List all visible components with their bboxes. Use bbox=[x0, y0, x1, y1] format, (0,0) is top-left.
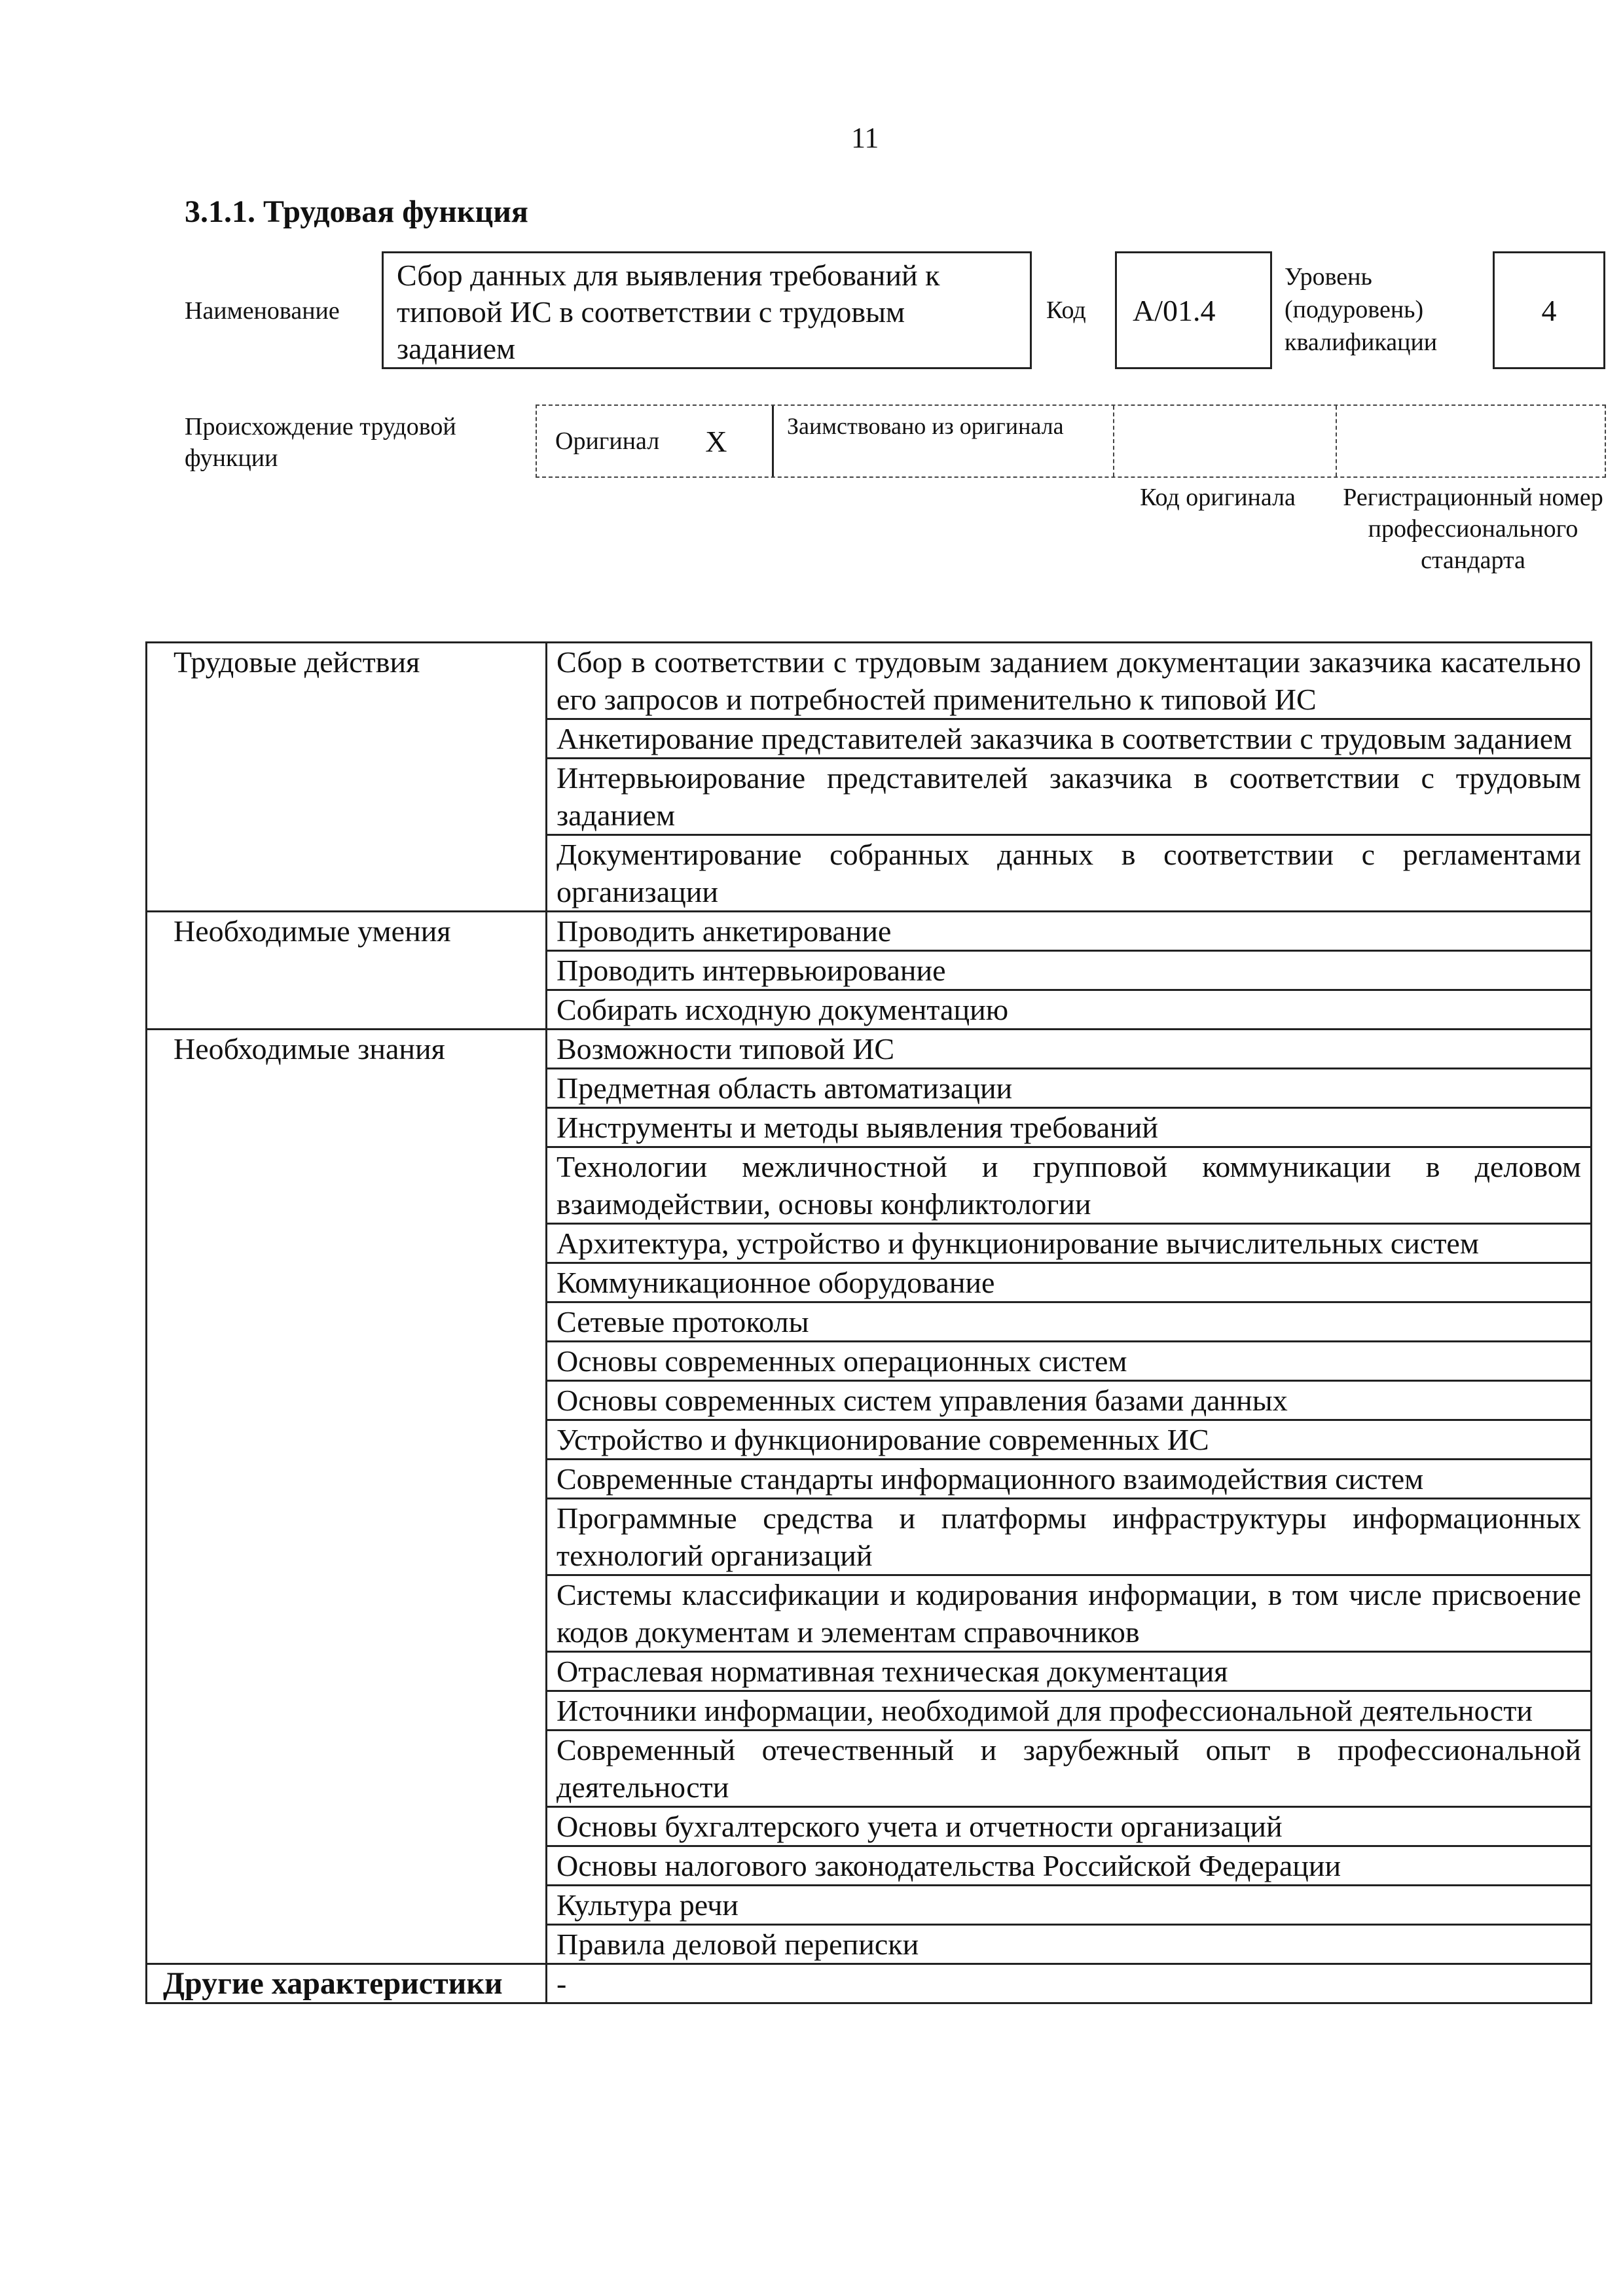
name-value: Сбор данных для выявления требований к типовой ИС в соответствии с трудовым заданием bbox=[382, 251, 1032, 369]
origin-reg-cell bbox=[1337, 406, 1605, 476]
origin-reg-caption: Регистрационный номер профессионального стандарта bbox=[1343, 484, 1603, 574]
section-title: Трудовые действия bbox=[147, 643, 547, 912]
section-item: Основы бухгалтерского учета и отчетности организаций bbox=[547, 1807, 1592, 1846]
section-item: Архитектура, устройство и функционирование вычислительных систем bbox=[547, 1224, 1592, 1263]
table-row bbox=[147, 1030, 1592, 1069]
section-item: Анкетирование представителей заказчика в соответствии с трудовым заданием bbox=[547, 719, 1592, 759]
section-item: Коммуникационное оборудование bbox=[547, 1263, 1592, 1302]
page-number: 11 bbox=[851, 122, 879, 154]
section-item: Сбор в соответствии с трудовым заданием документации заказчика касательно его запросов и потребностей применительно к типовой ИС bbox=[547, 643, 1592, 719]
origin-code-caption: Код оригинала bbox=[1140, 484, 1296, 511]
table-row bbox=[147, 1964, 1592, 2003]
origin-row bbox=[536, 404, 1606, 478]
other-label: Другие характеристики bbox=[147, 1964, 547, 2003]
code-value: A/01.4 bbox=[1115, 251, 1272, 369]
code-label: Код bbox=[1046, 296, 1086, 324]
function-table bbox=[145, 641, 1592, 2004]
section-item: Основы современных операционных систем bbox=[547, 1342, 1592, 1381]
section-item: Собирать исходную документацию bbox=[547, 990, 1592, 1030]
level-value: 4 bbox=[1493, 251, 1605, 369]
section-item: Культура речи bbox=[547, 1886, 1592, 1925]
section-item: Технологии межличностной и групповой коммуникации в деловом взаимодействии, основы конфликтологии bbox=[547, 1147, 1592, 1224]
section-item: Основы современных систем управления базами данных bbox=[547, 1381, 1592, 1420]
section-item: Возможности типовой ИС bbox=[547, 1030, 1592, 1069]
section-item: Отраслевая нормативная техническая документация bbox=[547, 1652, 1592, 1691]
name-label: Наименование bbox=[185, 297, 340, 325]
section-item: Инструменты и методы выявления требований bbox=[547, 1108, 1592, 1147]
section-heading: 3.1.1. Трудовая функция bbox=[185, 194, 528, 229]
table-row bbox=[147, 643, 1592, 719]
section-item: Современные стандарты информационного взаимодействия систем bbox=[547, 1460, 1592, 1499]
other-value: - bbox=[547, 1964, 1592, 2003]
section-title: Необходимые умения bbox=[147, 912, 547, 1030]
origin-original-label: Оригинал bbox=[555, 427, 660, 455]
section-item: Проводить интервьюирование bbox=[547, 951, 1592, 990]
section-item: Современный отечественный и зарубежный опыт в профессиональной деятельности bbox=[547, 1731, 1592, 1807]
section-item: Программные средства и платформы инфраструктуры информационных технологий организаций bbox=[547, 1499, 1592, 1575]
section-item: Интервьюирование представителей заказчика в соответствии с трудовым заданием bbox=[547, 759, 1592, 835]
table-row bbox=[147, 912, 1592, 951]
origin-borrowed-label: Заимствовано из оригинала bbox=[774, 406, 1114, 476]
origin-label: Происхождение трудовой функции bbox=[185, 413, 456, 472]
section-item: Источники информации, необходимой для профессиональной деятельности bbox=[547, 1691, 1592, 1731]
section-title: Необходимые знания bbox=[147, 1030, 547, 1964]
section-item: Устройство и функционирование современных ИС bbox=[547, 1420, 1592, 1460]
origin-original-mark: X bbox=[705, 424, 727, 458]
section-item: Документирование собранных данных в соответствии с регламентами организации bbox=[547, 835, 1592, 912]
origin-code-cell bbox=[1114, 406, 1337, 476]
section-item: Проводить анкетирование bbox=[547, 912, 1592, 951]
section-item: Системы классификации и кодирования информации, в том числе присвоение кодов документам и элементам справочников bbox=[547, 1575, 1592, 1652]
level-label: Уровень (подуровень) квалификации bbox=[1285, 263, 1438, 356]
section-item: Основы налогового законодательства Российской Федерации bbox=[547, 1846, 1592, 1886]
section-item: Правила деловой переписки bbox=[547, 1925, 1592, 1964]
section-item: Предметная область автоматизации bbox=[547, 1069, 1592, 1108]
section-item: Сетевые протоколы bbox=[547, 1302, 1592, 1342]
origin-original-cell bbox=[537, 406, 774, 476]
